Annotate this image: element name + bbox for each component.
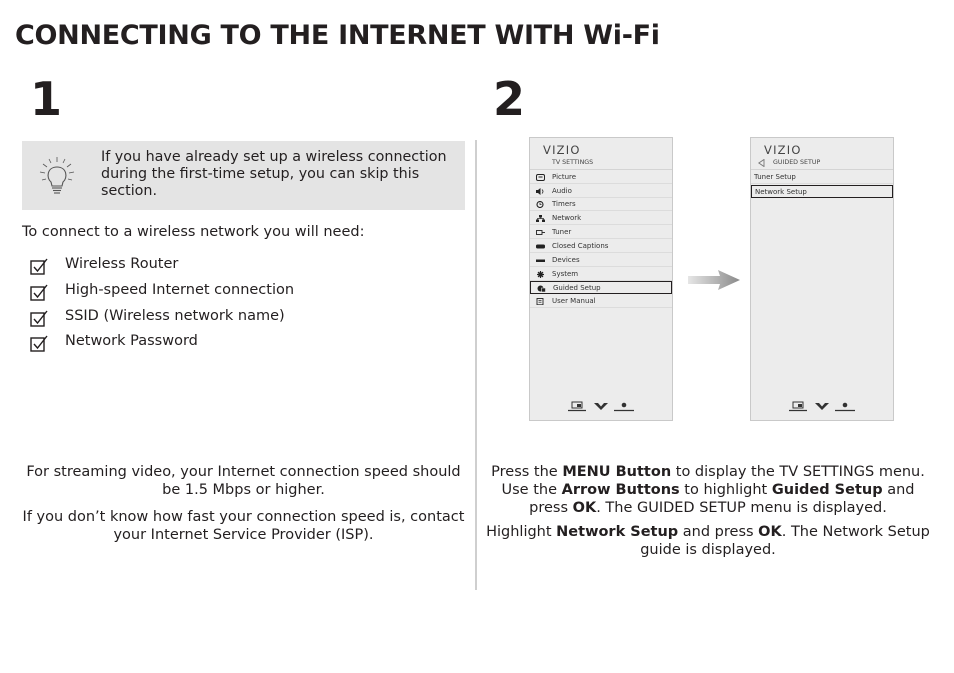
requirement-label: High-speed Internet connection	[65, 282, 295, 298]
instr-text: and press	[678, 524, 759, 540]
instr-bold: OK	[572, 500, 597, 516]
menu-item-devices[interactable]	[530, 254, 672, 267]
step-1-number: 1	[30, 72, 63, 126]
menu-item-tuner[interactable]	[530, 226, 672, 239]
instr-text: and press	[529, 482, 915, 516]
instr-text: Highlight	[486, 524, 557, 540]
menu-item-label: Tuner Setup	[754, 173, 796, 181]
menu-item-label: Network	[552, 214, 582, 222]
remote-nav-icons	[566, 400, 638, 412]
gear-icon	[536, 271, 545, 278]
menu-item-label: Guided Setup	[553, 284, 601, 292]
requirement-label: Network Password	[65, 333, 198, 349]
step-2-number: 2	[493, 72, 526, 126]
antenna-icon	[536, 229, 545, 236]
network-setup-instructions	[484, 523, 932, 559]
menu-item-label: Picture	[552, 173, 577, 181]
right-arrow-icon	[688, 268, 740, 292]
instr-text: to highlight	[679, 482, 772, 498]
instr-bold: MENU Button	[562, 464, 672, 480]
menu-item-tuner-setup[interactable]	[751, 171, 893, 184]
checkbox-icon	[30, 258, 48, 276]
manual-icon	[536, 298, 545, 305]
column-divider	[475, 140, 477, 590]
menu-item-label: System	[552, 270, 579, 278]
back-arrow-icon[interactable]	[758, 159, 765, 167]
menu-item-closed-captions[interactable]	[530, 240, 672, 253]
menu-item-label: Timers	[552, 200, 576, 208]
guided-setup-icon	[537, 285, 546, 292]
vizio-logo: VIZIO	[543, 143, 581, 157]
menu-item-network[interactable]	[530, 212, 672, 225]
menu-instructions	[484, 463, 932, 517]
instr-text: Press the	[491, 464, 563, 480]
menu-item-label: Tuner	[552, 228, 572, 236]
cc-icon	[536, 243, 545, 250]
instr-text: . The GUIDED SETUP menu is displayed.	[596, 500, 887, 516]
menu-item-label: Network Setup	[755, 188, 807, 196]
instr-bold: Guided Setup	[771, 482, 883, 498]
lightbulb-icon	[38, 155, 76, 197]
speaker-icon	[536, 188, 545, 195]
checkbox-icon	[30, 284, 48, 302]
remote-nav-icons	[787, 400, 859, 412]
menu-item-label: Audio	[552, 187, 572, 195]
picture-icon	[536, 174, 545, 181]
tip-text: If you have already set up a wireless connection during the first-time setup, you can skip this section.	[101, 149, 447, 199]
menu-item-label: Devices	[552, 256, 580, 264]
menu-item-guided-setup[interactable]	[530, 281, 672, 294]
instr-text: to display the TV SETTINGS menu. Use the	[501, 464, 925, 498]
menu-item-audio[interactable]	[530, 185, 672, 198]
requirement-label: SSID (Wireless network name)	[65, 308, 285, 324]
menu-title-text: TV SETTINGS	[552, 159, 594, 166]
tv-settings-screen	[529, 137, 673, 421]
clock-icon	[536, 201, 545, 208]
vizio-logo: VIZIO	[764, 143, 802, 157]
network-icon	[536, 215, 545, 222]
menu-item-picture[interactable]	[530, 171, 672, 184]
instr-bold: Network Setup	[556, 524, 679, 540]
instr-bold: Arrow Buttons	[561, 482, 680, 498]
requirements-intro: To connect to a wireless network you will need:	[22, 224, 365, 240]
menu-item-timers[interactable]	[530, 198, 672, 211]
menu-title-text: GUIDED SETUP	[773, 159, 821, 166]
instr-text: . The Network Setup guide is displayed.	[640, 524, 930, 558]
page-title: CONNECTING TO THE INTERNET WITH Wi-Fi	[15, 20, 660, 51]
device-icon	[536, 257, 545, 264]
checkbox-icon	[30, 335, 48, 353]
menu-item-system[interactable]	[530, 268, 672, 281]
menu-title	[751, 157, 893, 170]
guided-setup-screen	[750, 137, 894, 421]
speed-note: For streaming video, your Internet connection speed should be 1.5 Mbps or higher.	[26, 464, 461, 498]
instr-bold: OK	[758, 524, 782, 540]
menu-item-label: Closed Captions	[552, 242, 609, 250]
tip-box	[22, 141, 465, 210]
menu-item-user-manual[interactable]	[530, 295, 672, 308]
isp-note: If you don’t know how fast your connection speed is, contact your Internet Service Provider (ISP).	[22, 509, 465, 543]
menu-title	[530, 157, 672, 170]
menu-item-label: User Manual	[552, 297, 596, 305]
checkbox-icon	[30, 310, 48, 328]
menu-item-network-setup[interactable]	[751, 185, 893, 198]
requirement-label: Wireless Router	[65, 256, 179, 272]
